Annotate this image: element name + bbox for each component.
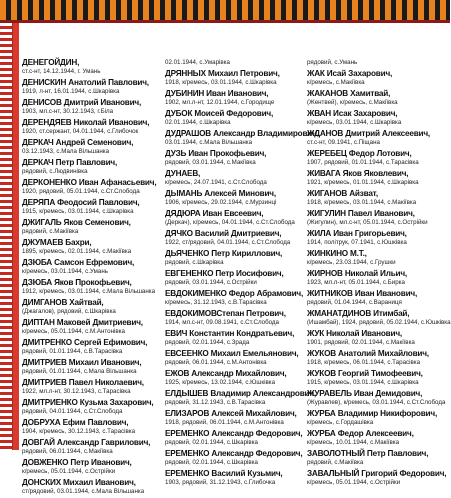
entry-name: ЖУК Николай Иванович, <box>307 329 402 338</box>
entry-details: 1923, мл.л-нт, 05.01.1944, с.Бирка <box>307 279 405 286</box>
list-entry <box>22 298 160 316</box>
entry-details: (Джагалов), рядовий, с.Шкарівка <box>22 308 116 315</box>
list-entry <box>307 149 450 167</box>
entry-details: рядовий, 02.01.1944, с.Шкарівка <box>165 439 258 446</box>
list-entry <box>22 418 160 436</box>
entry-name: ЖАК Исай Захарович, <box>307 69 393 78</box>
entry-details: рядовий, 02.01.1944, с.Шкарівка <box>165 459 258 466</box>
entry-details: рядовий, с.Макіївка <box>22 228 79 235</box>
list-entry <box>165 369 301 387</box>
column-2 <box>165 58 319 489</box>
entry-name: ЖЕРЕБЕЦ Федор Лотович, <box>307 149 412 158</box>
entry-name: ДЗЮБА Яков Прокофьевич, <box>22 278 132 287</box>
entry-name: ДЬЯЧЕНКО Петр Кириллович, <box>165 249 283 258</box>
list-entry <box>307 469 450 487</box>
entry-details: к/ремесь, 03.01.1944, с.Шкарівка <box>307 119 402 126</box>
list-entry <box>22 178 160 196</box>
entry-name: ДУБОК Моисей Федорович, <box>165 109 274 118</box>
entry-name: ЖУРБА Федор Алексеевич, <box>307 429 414 438</box>
list-entry <box>165 289 304 307</box>
list-entry <box>307 69 450 87</box>
entry-details: (Жигулин), мл.с-нт, 05.01.1944, с.Острійки <box>307 219 428 226</box>
entry-details: 1903, рядовий, 31.12.1943, с.Глибочка <box>165 479 276 486</box>
entry-name: ЕВИЧ Константин Кондратьевич, <box>165 329 295 338</box>
entry-details: 1907, рядовий, 01.01.1944, с.Тарасівка <box>307 159 419 166</box>
entry-details: 1895, к/ремесь, 02.01.1944, с.Макіївка <box>22 248 132 255</box>
entry-details: 1903, мл.с-нт, 30.12.1943, г.Біла <box>22 108 114 115</box>
entry-name: ЖИТНИКОВ Иван Иванович, <box>307 289 418 298</box>
entry-name: ДЯДЮРА Иван Евсеевич, <box>165 209 264 218</box>
entry-name: ДРЯННЫХ Михаил Петрович, <box>165 69 280 78</box>
entry-name: ЖИГАНОВ Айзват, <box>307 189 378 198</box>
list-entry <box>165 58 301 67</box>
entry-details: 1919, л-нт, 16.01.1944, с.Шкарівка <box>22 88 120 95</box>
entry-name: ЕВГЕНЕНКО Петр Иосифович, <box>165 269 284 278</box>
entry-name: ДУДРАШОВ Александр Владимирович, <box>165 129 319 138</box>
entry-details: 02.01.1944, с.Умарівка <box>165 59 230 66</box>
entry-name: ЖАКАНОВ Хамитвай, <box>307 89 391 98</box>
list-entry <box>22 158 160 176</box>
list-entry <box>165 349 301 367</box>
entry-details: 1902, мл.л-нт, 12.01.1944, с.Городище <box>165 99 275 106</box>
list-entry <box>307 429 450 447</box>
entry-details: рядовий, 03.01.1944, с.Острійки <box>165 279 257 286</box>
list-entry <box>22 258 160 276</box>
entry-details: рядовий, 03.01.1944, с.Макіївка <box>165 159 256 166</box>
entry-details: к/ремесь, с.Макіївка <box>307 79 365 86</box>
entry-name: ДЗЮБА Самсон Ефремович, <box>22 258 135 267</box>
list-entry <box>307 329 450 347</box>
entry-details: рядовий, с.Людвинівка <box>22 168 88 175</box>
list-entry <box>22 458 160 476</box>
entry-details: (Деркач), к/ремесь, 04.01.1944, с.Ст.Слобода <box>165 219 295 226</box>
list-entry <box>22 438 160 456</box>
entry-name: ЖМАНАТДИНОВ Итимбай, <box>307 309 410 318</box>
entry-details: 1918, к/ремесь, 03.01.1944, с.Шкарівка <box>165 79 277 86</box>
entry-details: 1901, рядовий, 02.01.1944, с.Макіївка <box>307 339 415 346</box>
entry-details: рядовий, 06.01.1944, с.М.Антонівка <box>165 359 267 366</box>
list-entry <box>307 269 450 287</box>
list-entry <box>307 109 450 127</box>
list-entry <box>165 409 301 427</box>
list-entry <box>307 129 450 147</box>
entry-details: ст.с-нт, 09.1941, с.Піщана <box>307 139 380 146</box>
entry-name: ЖИГУЛИН Павел Иванович, <box>307 209 415 218</box>
list-entry <box>22 198 160 216</box>
entry-details: рядовий, с.Умань <box>307 59 358 66</box>
entry-name: ЖУКОВ Анатолий Михайлович, <box>307 349 429 358</box>
entry-name: ЖУКОВ Георгий Тимофеевич, <box>307 369 423 378</box>
list-entry <box>307 309 450 327</box>
entry-details: 1912, к/ремесь, 03.01.1944, с.Мала Вільшанка <box>22 288 156 295</box>
list-entry <box>307 449 450 467</box>
entry-details: 1904, к/ремесь, 30.12.1943, с.Тарасівка <box>22 428 136 435</box>
list-entry <box>22 278 160 296</box>
book-spine-edge <box>13 23 19 450</box>
entry-name: ДЕРКАЧ Петр Павлович, <box>22 158 118 167</box>
entry-name: ДЕРЕНДЯЕВ Николай Иванович, <box>22 118 150 127</box>
entry-name: ДЖУМАЕВ Бахри, <box>22 238 92 247</box>
entry-details: 1922, мл.л-нт, 30.12.1943, с.Тарасівка <box>22 388 131 395</box>
entry-name: ЖИРНОВ Николай Ильич, <box>307 269 407 278</box>
list-entry <box>22 398 160 416</box>
list-entry <box>22 478 160 496</box>
entry-name: ЗАВОЛОТНЫЙ Петр Павлович, <box>307 449 429 458</box>
entry-name: ДЕНЕГОЙДИН, <box>22 58 80 67</box>
entry-details: 1920, рядовий, 05.01.1944, с.Ст.Слобода <box>22 188 140 195</box>
entry-details: рядовий, 01.04.1944, с.Вараниця <box>307 299 402 306</box>
list-entry <box>165 189 301 207</box>
entry-details: ст.с-нт, 14.12.1944, г. Умань <box>22 68 101 75</box>
list-entry <box>307 229 450 247</box>
entry-name: ДОБРУХА Ефим Павлович, <box>22 418 129 427</box>
entry-name: ЕРЕМЕНКО Александр Федорович, <box>165 449 303 458</box>
entry-details: 1925, к/ремесь, 13.02.1944, с.Юшківка <box>165 379 276 386</box>
entry-name: ДУНАЕВ, <box>165 169 201 178</box>
entry-details: рядовий, 02.01.1944, с.Зрада <box>165 339 250 346</box>
entry-details: 1922, ст/рядовий, 04.01.1944, с.Ст.Слобода <box>165 239 291 246</box>
entry-details: 03.12.1943, с.Мала Вільшанка <box>22 148 110 155</box>
entry-name: ЕВДОКИМОВСтепан Петрович, <box>165 309 286 318</box>
entry-name: ДОВГАЙ Александр Гаврилович, <box>22 438 151 447</box>
list-entry <box>22 218 160 236</box>
list-entry <box>165 389 316 407</box>
entry-name: ЖИВАГА Яков Яковлевич, <box>307 169 409 178</box>
list-entry <box>22 318 160 336</box>
list-entry <box>165 209 301 227</box>
list-entry <box>307 289 450 307</box>
entry-name: ДМИТРИЕВ Михаил Иванович, <box>22 358 142 367</box>
entry-name: ЖВАН Исак Захарович, <box>307 109 398 118</box>
list-entry <box>307 409 450 427</box>
list-entry <box>22 358 160 376</box>
entry-details: 1920, ст.сержант, 04.01.1944, с.Глибочок <box>22 128 139 135</box>
entry-name: ДИМГАНОВ Хайтвай, <box>22 298 104 307</box>
list-entry <box>22 98 160 116</box>
entry-details: к/ремесь, 05.01.1944, с.М.Антонівка <box>22 328 125 335</box>
entry-name: ДУБИНИН Иван Иванович, <box>165 89 269 98</box>
list-entry <box>307 209 450 227</box>
entry-name: ДОВЖЕНКО Петр Иванович, <box>22 458 132 467</box>
entry-details: к/ремесь, 10.01.1944, с.Макіївка <box>307 439 400 446</box>
list-entry <box>22 238 160 256</box>
ribbon-edge <box>0 20 450 23</box>
entry-name: ЖУРБА Владимир Никифорович, <box>307 409 438 418</box>
entry-name: ЕВДОКИМЕНКО Федор Абрамович, <box>165 289 304 298</box>
entry-details: рядовий, 04.01.1944, с.Ст.Слобода <box>22 408 123 415</box>
entry-details: ст/рядовий, 03.01.1944, с.Мала Вільшанка <box>22 488 145 495</box>
entry-name: ДМИТРИЕВ Павел Николаевич, <box>22 378 144 387</box>
list-entry <box>307 189 450 207</box>
entry-details: 1918, к/ремесь, 06.01.1944, с.Тарасівка <box>307 359 421 366</box>
entry-details: к/ремесь, 31.12.1943, с.В.Тарасівка <box>165 299 267 306</box>
entry-name: ЕВСЕЕНКО Михаил Емельянович, <box>165 349 299 358</box>
entry-details: к/ремесь, с.Гордашівка <box>307 419 374 426</box>
entry-details: 02.01.1944, с.Шкарівка <box>165 119 231 126</box>
list-entry <box>165 89 301 107</box>
entry-name: ДИПТАН Маковей Дмитриевич, <box>22 318 143 327</box>
entry-details: рядовий, 01.01.1944, с.Мала Вільшанка <box>22 368 137 375</box>
list-entry <box>307 369 450 387</box>
entry-name: ДЫМАНЬ Алексей Минович, <box>165 189 276 198</box>
entry-details: (Журавлев), к/ремесь, 03.01.1944, с.Ст.Слобода <box>307 399 446 406</box>
entry-details: 1918, рядовий, 06.01.1944, с.М.Антонівка <box>165 419 284 426</box>
list-entry <box>307 349 450 367</box>
entry-name: ДЕРКАЧ Андрей Семенович, <box>22 138 134 147</box>
entry-details: к/ремесь, 05.01.1944, с.Острійки <box>307 479 401 486</box>
entry-name: ЕРЕМЕНКО Александр Федорович, <box>165 429 303 438</box>
list-entry <box>307 58 450 67</box>
entry-name: ЖУРАВЕЛЬ Иван Демидович, <box>307 389 423 398</box>
list-entry <box>22 118 160 136</box>
entry-details: рядовий, 31.12.1943, с.В.Тарасівка <box>165 399 266 406</box>
entry-name: ДОНСКИХ Михаил Иванович, <box>22 478 136 487</box>
list-entry <box>22 58 160 76</box>
list-entry <box>165 309 301 327</box>
entry-details: 1918, к/ремесь, 03.01.1944, с.Макіївка <box>307 199 417 206</box>
list-entry <box>165 69 301 87</box>
list-entry <box>22 338 160 356</box>
entry-name: ЕЛДЫШЕВ Владимир Александрович, <box>165 389 316 398</box>
list-entry <box>165 149 301 167</box>
list-entry <box>22 378 160 396</box>
list-entry <box>165 429 301 447</box>
book-spine-stripes <box>0 23 13 450</box>
list-entry <box>22 78 160 96</box>
entry-details: 1915, к/ремесь, 03.01.1944, с.Шкарівка <box>307 379 419 386</box>
entry-name: ЕЛИЗАРОВ Алексей Михайлович, <box>165 409 297 418</box>
entry-details: (Жентвей), к/ремесь, с.Макіївка <box>307 99 398 106</box>
list-entry <box>307 389 450 407</box>
entry-details: рядовий, с.Макіївка <box>307 459 364 466</box>
memorial-list-page <box>22 58 451 495</box>
entry-details: 1915, к/ремесь, 03.01.1944, с.Шкарівка <box>22 208 134 215</box>
column-3 <box>307 58 450 489</box>
entry-details: (Ишамбай), 1924, рядовий, 05.02.1944, с.Юшківка <box>307 319 451 326</box>
entry-details: к/ремесь, 23.03.1944, с.Грушки <box>307 259 396 266</box>
entry-name: ДЕРЯПА Феодосий Павлович, <box>22 198 140 207</box>
st-george-ribbon <box>0 0 450 20</box>
entry-name: ДЕРКОНЕНКО Иван Афанасьевич, <box>22 178 157 187</box>
entry-details: к/ремесь, 24.07.1941, с.Ст.Слобода <box>165 179 267 186</box>
entry-name: ЕЖОВ Александр Михайлович, <box>165 369 287 378</box>
list-entry <box>165 269 301 287</box>
entry-name: ДЖИГАЛЬ Яков Семенович, <box>22 218 131 227</box>
entry-name: ЗАВАЛЬНЫЙ Григорий Федорович, <box>307 469 447 478</box>
entry-details: к/ремесь, 05.01.1944, с.Острійки <box>22 468 116 475</box>
column-1 <box>22 58 160 498</box>
entry-name: ЕРЕМЕНКО Василий Кузьмич, <box>165 469 283 478</box>
list-entry <box>307 169 450 187</box>
entry-name: ДМИТРИЕНКО Кузьма Захарович, <box>22 398 154 407</box>
entry-name: ЖИЛА Иван Григорьевич, <box>307 229 407 238</box>
entry-name: ДУЗЬ Иван Прокофьевич, <box>165 149 267 158</box>
list-entry <box>307 89 450 107</box>
entry-name: ДЕНИСКИН Анатолий Павлович, <box>22 78 149 87</box>
list-entry <box>165 129 319 147</box>
list-entry <box>22 138 160 156</box>
entry-details: 1914, полiтрук, 07.1941, с.Юшківка <box>307 239 407 246</box>
list-entry <box>165 109 301 127</box>
entry-name: ДЯЧКО Василий Дмитриевич, <box>165 229 282 238</box>
entry-details: 1906, к/ремесь, 29.02.1944, с.Мурзинці <box>165 199 277 206</box>
entry-details: рядовий, 01.01.1944, с.В.Тарасівка <box>22 348 123 355</box>
entry-name: ЖИНКИНО М.Т., <box>307 249 367 258</box>
entry-details: к/ремесь, 03.01.1944, с.Умань <box>22 268 108 275</box>
entry-details: 03.01.1944, с.Мала Вільшанка <box>165 139 253 146</box>
list-entry <box>165 449 301 467</box>
entry-details: рядовий, с.Шкарівка <box>165 259 224 266</box>
list-entry <box>165 329 301 347</box>
entry-name: ЖДАНОВ Дмитрий Алексеевич, <box>307 129 430 138</box>
entry-name: ДМИТРЕНКО Сергей Ефимович, <box>22 338 148 347</box>
list-entry <box>165 229 301 247</box>
entry-details: 1921, к/ремесь, 01.01.1944, с.Шкарівка <box>307 179 419 186</box>
entry-name: ДЕНИСОВ Дмитрий Иванович, <box>22 98 142 107</box>
list-entry <box>165 469 301 487</box>
entry-details: рядовий, 06.01.1944, с.Макіївка <box>22 448 113 455</box>
list-entry <box>307 249 450 267</box>
entry-details: 1914, мл.с-нт, 09.08.1941, с.Ст.Слобода <box>165 319 279 326</box>
list-entry <box>165 169 301 187</box>
list-entry <box>165 249 301 267</box>
